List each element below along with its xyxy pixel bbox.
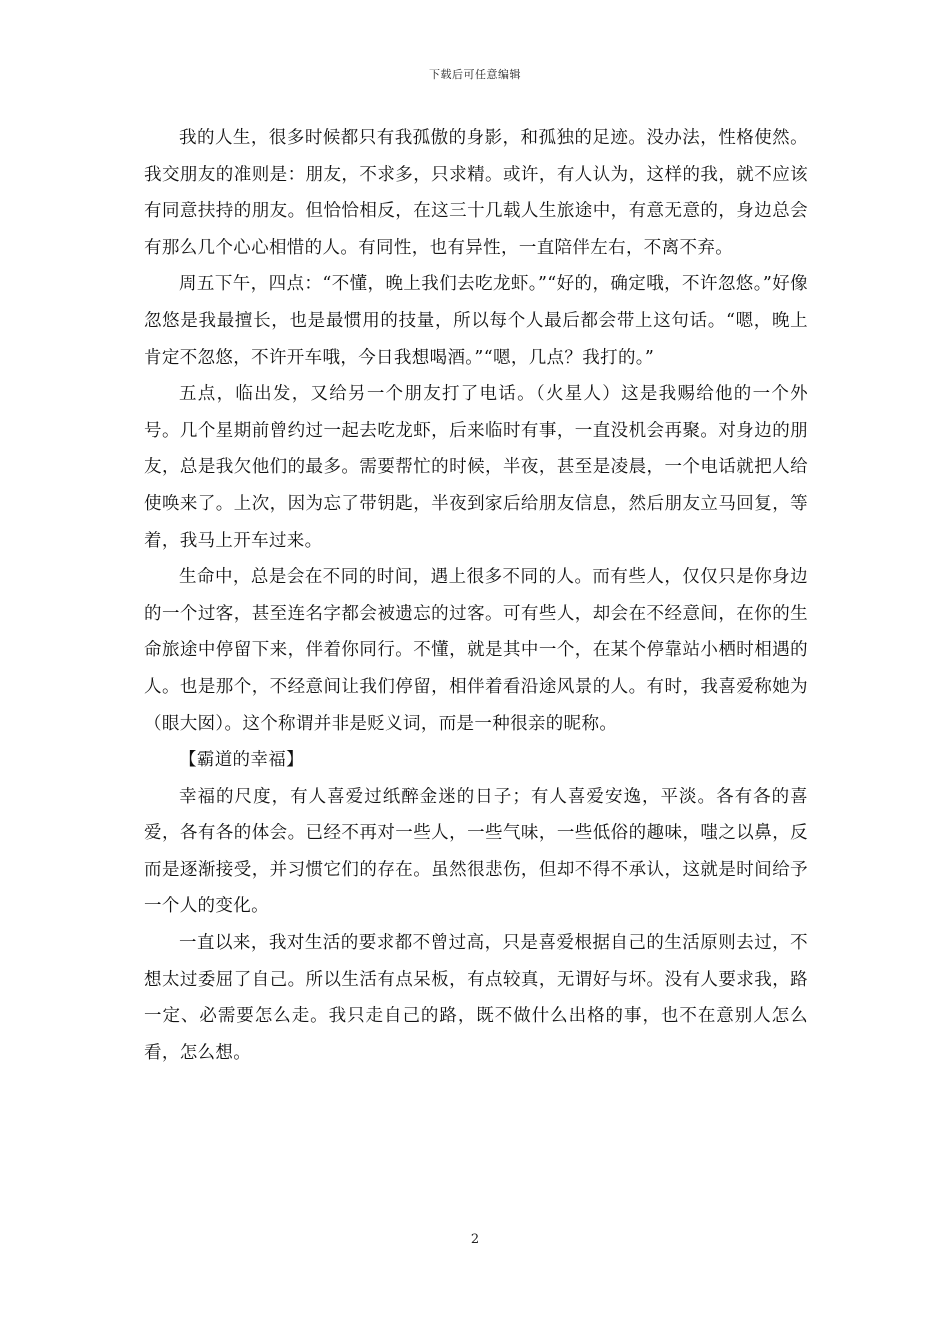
body-paragraph: 周五下午，四点：“不懂，晚上我们去吃龙虾。”“好的，确定哦，不许忽悠。”好像忽悠是我最擅长，也是最惯用的技量，所以每个人最后都会带上这句话。“嗯，晚上肯定不忽悠，不许开车哦，今日我想喝酒。”“嗯，几点？我打的。” (144, 274, 808, 368)
section-heading: 【霸道的幸福】 (179, 750, 304, 771)
body-paragraph: 幸福的尺度，有人喜爱过纸醉金迷的日子；有人喜爱安逸，平淡。各有各的喜爱，各有各的体会。已经不再对一些人，一些气味，一些低俗的趣味，嗤之以鼻，反而是逐渐接受，并习惯它们的存在。虽然很悲伤，但却不得不承认，这就是时间给予一个人的变化。 (144, 786, 808, 917)
document-body (144, 120, 808, 1071)
body-paragraph: 我的人生，很多时候都只有我孤傲的身影，和孤独的足迹。没办法，性格使然。我交朋友的准则是：朋友，不求多，只求精。或许，有人认为，这样的我，就不应该有同意扶持的朋友。但恰恰相反，在这三十几载人生旅途中，有意无意的，身边总会有那么几个心心相惜的人。有同性，也有异性，一直陪伴左右，不离不弃。 (144, 128, 808, 258)
page-header: 下载后可任意编辑 (429, 68, 521, 81)
body-paragraph: 五点，临出发，又给另一个朋友打了电话。（火星人）这是我赐给他的一个外号。几个星期前曾约过一起去吃龙虾，后来临时有事，一直没机会再聚。对身边的朋友，总是我欠他们的最多。需要帮忙的时候，半夜，甚至是凌晨，一个电话就把人给使唤来了。上次，因为忘了带钥匙，半夜到家后给朋友信息，然后朋友立马回复，等着，我马上开车过来。 (144, 384, 808, 551)
page-number: 2 (470, 1232, 480, 1247)
body-paragraph: 生命中，总是会在不同的时间，遇上很多不同的人。而有些人，仅仅只是你身边的一个过客，甚至连名字都会被遗忘的过客。可有些人，却会在不经意间，在你的生命旅途中停留下来，伴着你同行。不懂，就是其中一个，在某个停靠站小栖时相遇的人。也是那个，不经意间让我们停留，相伴着看沿途风景的人。有时，我喜爱称她为（眼大囡）。这个称谓并非是贬义词，而是一种很亲的昵称。 (144, 567, 808, 734)
body-paragraph: 一直以来，我对生活的要求都不曾过高，只是喜爱根据自己的生活原则去过，不想太过委屈了自己。所以生活有点呆板，有点较真，无谓好与坏。没有人要求我，路一定、必需要怎么走。我只走自己的路，既不做什么出格的事，也不在意别人怎么看，怎么想。 (144, 933, 808, 1063)
